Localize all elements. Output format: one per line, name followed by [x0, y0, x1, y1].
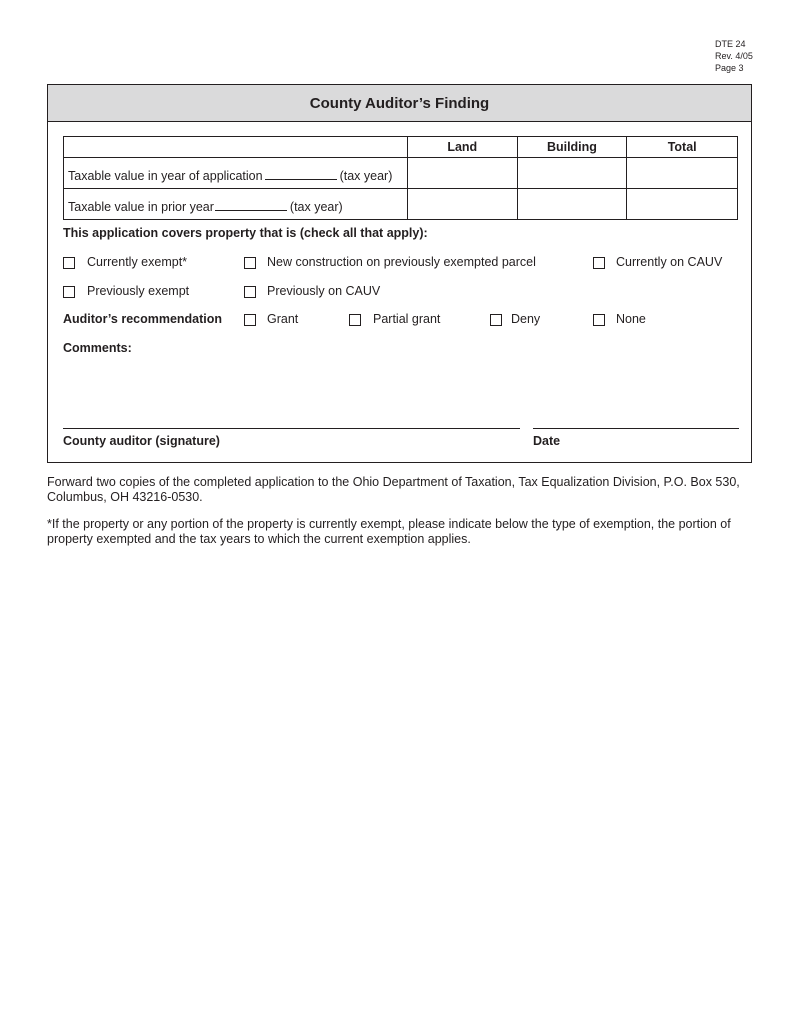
- form-revision: Rev. 4/05: [715, 51, 753, 61]
- new-construction-label: New construction on previously exempted parcel: [267, 255, 536, 269]
- currently-exempt-checkbox[interactable]: [63, 257, 75, 269]
- table-row: [64, 158, 738, 189]
- row-label-prior-year: [64, 189, 408, 220]
- comments-label: Comments:: [63, 341, 132, 355]
- tax-year-prior-field[interactable]: [215, 201, 287, 211]
- taxable-value-table: [63, 136, 738, 220]
- tax-year-application-field[interactable]: [265, 170, 337, 180]
- forward-instructions: Forward two copies of the completed application to the Ohio Department of Taxation, Tax Equalization Division, P.O. Box 530, Columbus, OH 43216-0530.: [47, 475, 740, 504]
- building-value-prior-field[interactable]: [517, 189, 627, 220]
- table-header-row: [64, 137, 738, 158]
- none-checkbox[interactable]: [593, 314, 605, 326]
- comments-field[interactable]: [63, 359, 738, 423]
- table-header-blank: [64, 137, 408, 158]
- date-label: Date: [533, 434, 561, 448]
- previously-cauv-checkbox[interactable]: [244, 286, 256, 298]
- row-label-application-year: [64, 158, 408, 189]
- column-header-total: Total: [627, 137, 738, 158]
- section-title: County Auditor’s Finding: [48, 85, 751, 122]
- building-value-application-field[interactable]: [517, 158, 627, 189]
- previously-exempt-checkbox[interactable]: [63, 286, 75, 298]
- total-value-prior-field[interactable]: [627, 189, 738, 220]
- county-auditor-finding-section: [47, 84, 752, 463]
- column-header-land: Land: [407, 137, 517, 158]
- grant-label: Grant: [267, 312, 299, 326]
- previously-exempt-label: Previously exempt: [87, 284, 190, 298]
- signature-line[interactable]: [63, 428, 520, 429]
- currently-cauv-checkbox[interactable]: [593, 257, 605, 269]
- row-label-text: Taxable value in year of application: [68, 169, 263, 183]
- covers-property-label: This application covers property that is (check all that apply):: [63, 226, 428, 240]
- land-value-prior-field[interactable]: [407, 189, 517, 220]
- land-value-application-field[interactable]: [407, 158, 517, 189]
- total-value-application-field[interactable]: [627, 158, 738, 189]
- form-identifier: [715, 38, 753, 74]
- row-label-suffix: (tax year): [339, 169, 393, 183]
- deny-label: Deny: [511, 312, 541, 326]
- none-label: None: [616, 312, 646, 326]
- row-label-text: Taxable value in prior year: [68, 200, 214, 214]
- currently-cauv-label: Currently on CAUV: [616, 255, 723, 269]
- partial-grant-checkbox[interactable]: [349, 314, 361, 326]
- exemption-footnote: *If the property or any portion of the property is currently exempt, please indicate below the type of exemption, the portion of property exempted and the tax years to which the current exemption applies.: [47, 517, 731, 546]
- row-label-suffix: (tax year): [289, 200, 343, 214]
- table-row: [64, 189, 738, 220]
- partial-grant-label: Partial grant: [373, 312, 441, 326]
- date-line[interactable]: [533, 428, 739, 429]
- form-number: DTE 24: [715, 39, 746, 49]
- currently-exempt-label: Currently exempt*: [87, 255, 188, 269]
- new-construction-checkbox[interactable]: [244, 257, 256, 269]
- deny-checkbox[interactable]: [490, 314, 502, 326]
- column-header-building: Building: [517, 137, 627, 158]
- auditor-recommendation-label: Auditor’s recommendation: [63, 312, 223, 326]
- page-number: Page 3: [715, 63, 744, 73]
- previously-cauv-label: Previously on CAUV: [267, 284, 381, 298]
- signature-label: County auditor (signature): [63, 434, 220, 448]
- grant-checkbox[interactable]: [244, 314, 256, 326]
